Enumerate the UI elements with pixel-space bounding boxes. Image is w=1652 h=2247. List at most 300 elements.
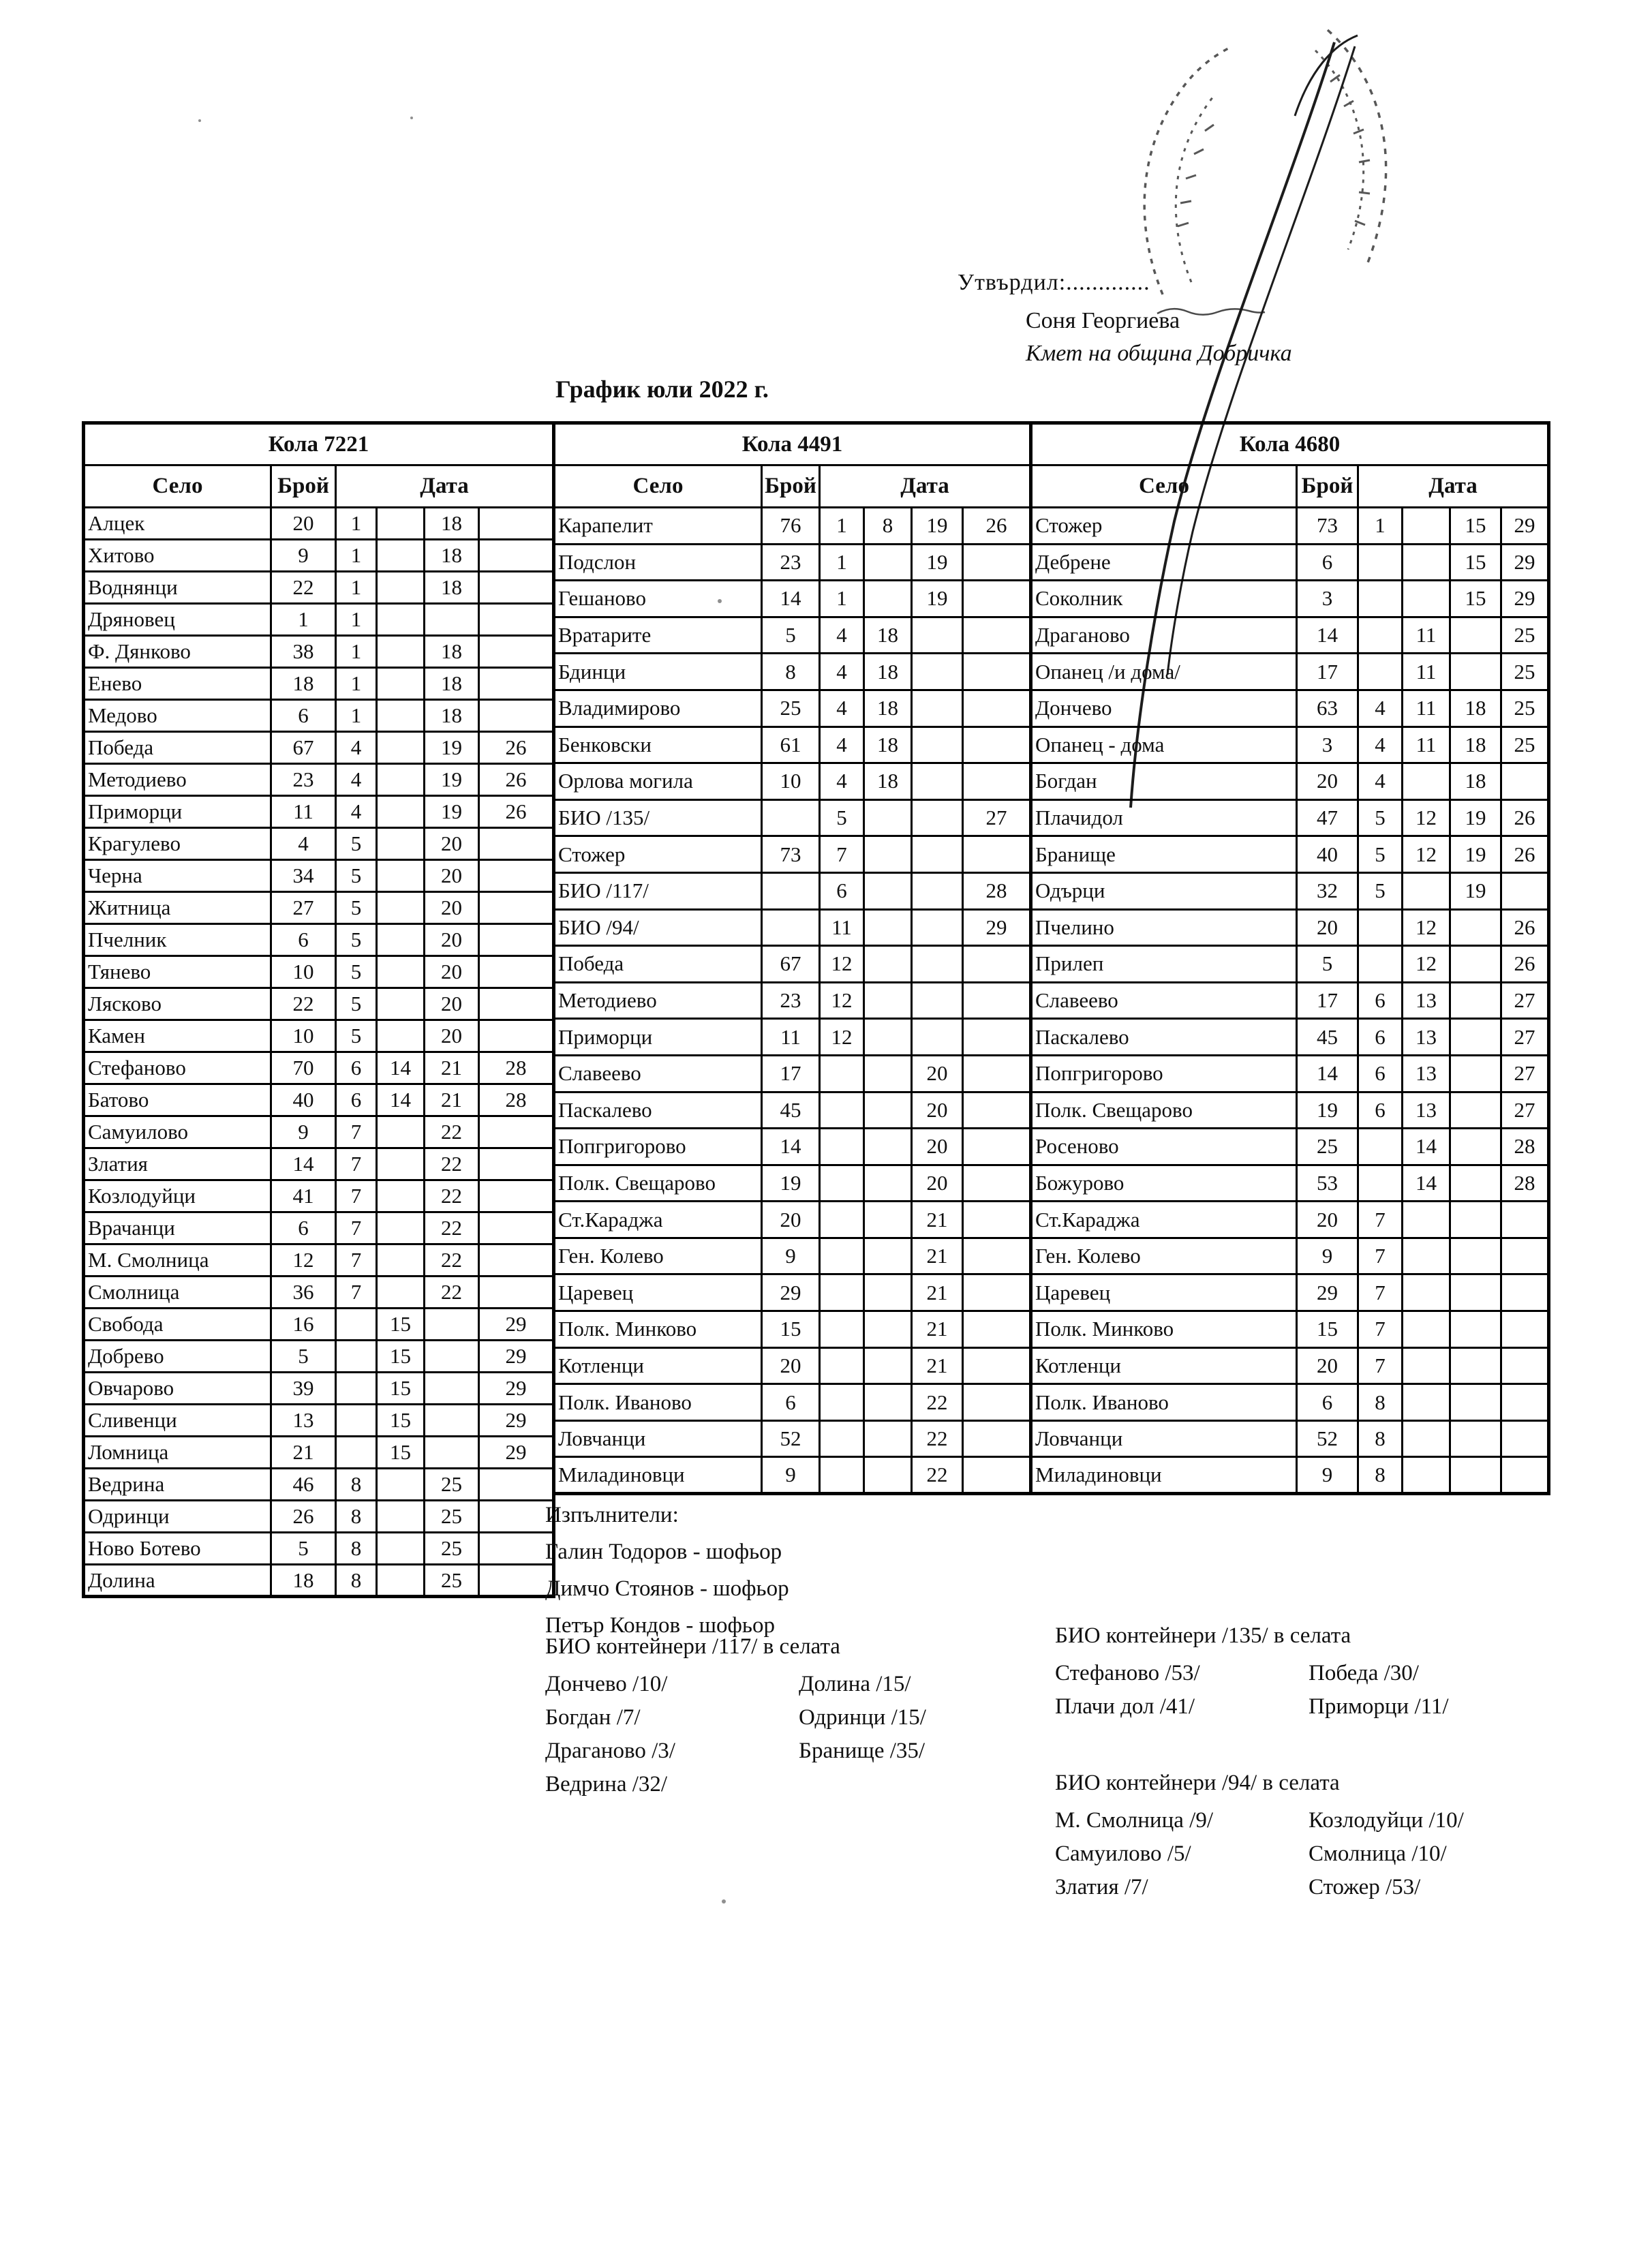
date-cell-3 (912, 763, 963, 800)
date-cell-4 (1501, 763, 1549, 800)
count-cell: 5 (1297, 946, 1358, 983)
count-cell: 14 (762, 1129, 820, 1165)
count-cell: 10 (271, 1020, 336, 1052)
date-cell-2 (864, 544, 912, 581)
date-cell-1: 6 (1358, 1055, 1403, 1092)
village-cell: Полк. Минково (554, 1311, 762, 1348)
count-cell: 20 (1297, 1202, 1358, 1238)
count-cell: 46 (271, 1469, 336, 1501)
date-cell-2 (864, 909, 912, 946)
village-cell: Полк. Иваново (1031, 1384, 1297, 1421)
date-cell-2 (864, 982, 912, 1019)
date-cell-2 (1403, 1274, 1450, 1311)
count-cell: 1 (271, 604, 336, 636)
date-cell-2 (864, 1420, 912, 1457)
village-cell: Одърци (1031, 872, 1297, 909)
table-title: Кола 4680 (1031, 423, 1549, 465)
table-row (1031, 1274, 1549, 1311)
date-cell-4 (479, 508, 554, 540)
date-cell-4 (479, 604, 554, 636)
table-row (1031, 909, 1549, 946)
date-cell-1 (820, 1129, 864, 1165)
date-cell-1: 7 (820, 836, 864, 873)
table-row (84, 1277, 554, 1309)
date-cell-3: 18 (425, 508, 479, 540)
date-cell-1: 5 (336, 860, 377, 892)
date-cell-2: 15 (377, 1373, 425, 1405)
table-row (84, 1244, 554, 1277)
village-cell: Бенковски (554, 727, 762, 763)
date-cell-1 (820, 1384, 864, 1421)
date-cell-2 (377, 1148, 425, 1180)
date-cell-2 (864, 1019, 912, 1056)
date-cell-4 (963, 1347, 1031, 1384)
village-cell: Орлова могила (554, 763, 762, 800)
village-cell: Карапелит (554, 508, 762, 545)
table-row (554, 946, 1031, 983)
date-cell-4 (1501, 1311, 1549, 1348)
table-row (554, 727, 1031, 763)
count-cell: 6 (1297, 1384, 1358, 1421)
date-cell-4 (963, 1092, 1031, 1129)
table-title: Кола 7221 (84, 423, 554, 465)
bio-item: Плачи дол /41/ (1055, 1694, 1195, 1719)
date-cell-2 (377, 988, 425, 1020)
table-row (1031, 1092, 1549, 1129)
count-cell: 38 (271, 636, 336, 668)
date-cell-4 (479, 988, 554, 1020)
date-cell-2 (377, 1116, 425, 1148)
count-cell: 26 (271, 1501, 336, 1533)
village-cell: Вратарите (554, 617, 762, 654)
date-cell-3: 25 (425, 1469, 479, 1501)
table-title-row (84, 423, 554, 465)
date-cell-1: 1 (820, 508, 864, 545)
date-cell-2 (864, 581, 912, 617)
date-cell-1 (820, 1238, 864, 1274)
date-cell-3 (1450, 1238, 1501, 1274)
date-cell-4 (479, 1116, 554, 1148)
bio-section-94 (1055, 1771, 1464, 1900)
date-cell-1 (1358, 544, 1403, 581)
village-cell: Опанец /и дома/ (1031, 654, 1297, 690)
bio-section-items (1055, 1808, 1464, 1900)
date-cell-2 (864, 1274, 912, 1311)
village-cell: Сливенци (84, 1405, 271, 1437)
date-cell-4 (963, 1238, 1031, 1274)
table-row (554, 1092, 1031, 1129)
date-cell-4 (479, 636, 554, 668)
count-cell: 70 (271, 1052, 336, 1084)
date-cell-3: 20 (425, 860, 479, 892)
schedule-table-kola-4680 (1029, 421, 1550, 1495)
date-cell-1: 8 (1358, 1420, 1403, 1457)
date-cell-1: 11 (820, 909, 864, 946)
count-cell: 73 (1297, 508, 1358, 545)
village-cell: Владимирово (554, 690, 762, 727)
date-cell-2 (864, 1092, 912, 1129)
date-cell-2 (864, 872, 912, 909)
village-cell: Самуилово (84, 1116, 271, 1148)
date-cell-1: 7 (1358, 1311, 1403, 1348)
count-cell: 6 (271, 1212, 336, 1244)
date-cell-3 (425, 1405, 479, 1437)
bio-item: Козлодуйци /10/ (1309, 1808, 1464, 1833)
date-cell-2: 15 (377, 1341, 425, 1373)
date-cell-3 (1450, 1055, 1501, 1092)
page-title: График юли 2022 г. (555, 376, 769, 403)
date-cell-3 (912, 617, 963, 654)
table-row (84, 1309, 554, 1341)
count-cell: 61 (762, 727, 820, 763)
date-cell-4 (963, 581, 1031, 617)
bio-section-items (545, 1672, 926, 1797)
village-cell: Пчелник (84, 924, 271, 956)
date-cell-1: 6 (1358, 982, 1403, 1019)
village-cell: Дряновец (84, 604, 271, 636)
count-cell: 20 (762, 1347, 820, 1384)
date-cell-3: 20 (912, 1092, 963, 1129)
table-row (84, 1501, 554, 1533)
date-cell-4 (479, 860, 554, 892)
count-cell: 10 (762, 763, 820, 800)
date-cell-2 (1403, 1202, 1450, 1238)
date-cell-4 (963, 654, 1031, 690)
count-cell: 12 (271, 1244, 336, 1277)
village-cell: Енево (84, 668, 271, 700)
village-cell: Стожер (554, 836, 762, 873)
date-cell-4: 29 (479, 1405, 554, 1437)
date-cell-1: 4 (336, 764, 377, 796)
date-cell-1: 1 (336, 668, 377, 700)
date-cell-2: 18 (864, 763, 912, 800)
date-cell-1: 4 (1358, 727, 1403, 763)
date-cell-1 (1358, 1129, 1403, 1165)
date-cell-4 (479, 956, 554, 988)
date-cell-2: 11 (1403, 617, 1450, 654)
date-cell-2 (377, 1020, 425, 1052)
date-cell-2: 13 (1403, 1019, 1450, 1056)
date-cell-3: 19 (425, 796, 479, 828)
date-cell-2: 11 (1403, 727, 1450, 763)
date-cell-2 (1403, 1347, 1450, 1384)
date-cell-3: 20 (425, 892, 479, 924)
date-cell-1: 12 (820, 946, 864, 983)
bio-section-title: БИО контейнери /135/ в селата (1055, 1623, 1351, 1648)
count-cell: 10 (271, 956, 336, 988)
table-row (84, 604, 554, 636)
table-row (84, 1565, 554, 1597)
date-cell-1 (1358, 581, 1403, 617)
count-cell: 27 (271, 892, 336, 924)
date-cell-3: 20 (425, 924, 479, 956)
date-cell-4: 29 (963, 909, 1031, 946)
date-cell-1: 7 (336, 1277, 377, 1309)
count-cell: 23 (762, 544, 820, 581)
village-cell: Камен (84, 1020, 271, 1052)
village-cell: Овчарово (84, 1373, 271, 1405)
date-cell-3: 19 (425, 732, 479, 764)
village-cell: БИО /135/ (554, 799, 762, 836)
date-cell-4 (963, 727, 1031, 763)
date-cell-4 (1501, 1274, 1549, 1311)
date-cell-2 (377, 1533, 425, 1565)
date-cell-3: 18 (1450, 727, 1501, 763)
count-cell: 47 (1297, 799, 1358, 836)
date-cell-2 (377, 540, 425, 572)
village-cell: Методиево (84, 764, 271, 796)
village-cell: Батово (84, 1084, 271, 1116)
date-cell-1 (820, 1165, 864, 1202)
date-cell-4: 28 (479, 1084, 554, 1116)
village-cell: Дончево (1031, 690, 1297, 727)
count-cell: 14 (1297, 1055, 1358, 1092)
table-row (1031, 1311, 1549, 1348)
date-cell-4 (963, 1274, 1031, 1311)
village-cell: Черна (84, 860, 271, 892)
date-cell-2 (377, 1469, 425, 1501)
count-cell: 67 (762, 946, 820, 983)
date-cell-1 (1358, 617, 1403, 654)
count-cell: 20 (1297, 763, 1358, 800)
date-cell-3: 15 (1450, 581, 1501, 617)
date-cell-3: 19 (912, 508, 963, 545)
date-cell-1: 1 (336, 508, 377, 540)
date-cell-4: 27 (1501, 1092, 1549, 1129)
date-cell-3: 25 (425, 1501, 479, 1533)
count-cell: 76 (762, 508, 820, 545)
date-cell-1: 8 (1358, 1384, 1403, 1421)
date-cell-1: 5 (336, 1020, 377, 1052)
schedule-table-kola-7221 (82, 421, 555, 1598)
date-cell-4 (479, 1533, 554, 1565)
village-cell: Победа (84, 732, 271, 764)
date-cell-3 (1450, 617, 1501, 654)
date-cell-1: 1 (820, 544, 864, 581)
date-cell-3 (912, 1019, 963, 1056)
date-cell-3 (1450, 1384, 1501, 1421)
village-cell: Дебрене (1031, 544, 1297, 581)
date-cell-4: 26 (1501, 799, 1549, 836)
village-cell: Попгригорово (1031, 1055, 1297, 1092)
date-cell-2 (377, 604, 425, 636)
date-cell-4 (479, 924, 554, 956)
count-cell: 20 (762, 1202, 820, 1238)
date-cell-4: 26 (479, 796, 554, 828)
date-cell-3: 21 (425, 1084, 479, 1116)
date-cell-4 (963, 982, 1031, 1019)
date-cell-4 (963, 1129, 1031, 1165)
count-cell (762, 799, 820, 836)
date-cell-1: 7 (336, 1212, 377, 1244)
date-cell-4: 26 (1501, 946, 1549, 983)
count-cell: 15 (762, 1311, 820, 1348)
count-cell: 22 (271, 988, 336, 1020)
count-cell: 11 (762, 1019, 820, 1056)
date-cell-1: 7 (336, 1116, 377, 1148)
table-row (554, 1274, 1031, 1311)
date-cell-3: 19 (1450, 872, 1501, 909)
count-cell: 29 (762, 1274, 820, 1311)
date-cell-3: 22 (425, 1277, 479, 1309)
date-cell-3 (1450, 1165, 1501, 1202)
table-row (84, 508, 554, 540)
date-cell-3: 18 (425, 668, 479, 700)
date-cell-3: 18 (425, 540, 479, 572)
bio-item: Стефаново /53/ (1055, 1661, 1200, 1685)
count-cell: 6 (271, 924, 336, 956)
date-cell-4 (479, 892, 554, 924)
date-cell-1: 5 (1358, 836, 1403, 873)
date-cell-4 (479, 1277, 554, 1309)
date-cell-2: 8 (864, 508, 912, 545)
count-cell: 9 (762, 1238, 820, 1274)
count-cell: 5 (271, 1533, 336, 1565)
date-cell-1 (336, 1341, 377, 1373)
date-cell-2: 14 (377, 1052, 425, 1084)
count-cell: 40 (1297, 836, 1358, 873)
count-cell: 17 (1297, 654, 1358, 690)
date-cell-4: 25 (1501, 617, 1549, 654)
date-cell-4 (479, 1501, 554, 1533)
date-cell-4: 27 (1501, 1019, 1549, 1056)
date-cell-2: 15 (377, 1309, 425, 1341)
date-cell-1 (820, 1420, 864, 1457)
table-row (84, 1116, 554, 1148)
table-row (1031, 1420, 1549, 1457)
date-cell-4: 26 (963, 508, 1031, 545)
executors-list (545, 1533, 789, 1644)
schedule-table-kola-4491 (552, 421, 1032, 1495)
date-cell-1: 6 (1358, 1019, 1403, 1056)
date-cell-4: 26 (479, 732, 554, 764)
date-cell-1 (336, 1373, 377, 1405)
table-row (84, 700, 554, 732)
date-cell-4: 27 (1501, 982, 1549, 1019)
count-cell: 45 (762, 1092, 820, 1129)
village-cell: Ловчанци (1031, 1420, 1297, 1457)
date-cell-3 (425, 1437, 479, 1469)
table-row (1031, 1055, 1549, 1092)
executors-title: Изпълнители: (545, 1503, 679, 1527)
date-cell-1: 4 (820, 763, 864, 800)
date-cell-2: 12 (1403, 836, 1450, 873)
village-cell: Опанец - дома (1031, 727, 1297, 763)
date-cell-1 (1358, 946, 1403, 983)
count-cell: 20 (1297, 909, 1358, 946)
date-cell-4 (479, 1020, 554, 1052)
table-row (84, 540, 554, 572)
date-cell-4 (963, 617, 1031, 654)
table-row (1031, 1238, 1549, 1274)
table-row (554, 763, 1031, 800)
approver-position: Кмет на община Добричка (1026, 341, 1292, 366)
date-cell-2: 13 (1403, 1092, 1450, 1129)
date-cell-1 (1358, 654, 1403, 690)
table-row (84, 668, 554, 700)
date-cell-4 (479, 1180, 554, 1212)
date-cell-4 (963, 1165, 1031, 1202)
village-cell: Методиево (554, 982, 762, 1019)
table-row (554, 799, 1031, 836)
date-cell-2 (377, 1180, 425, 1212)
date-cell-3: 18 (425, 636, 479, 668)
count-cell: 22 (271, 572, 336, 604)
count-cell: 39 (271, 1373, 336, 1405)
count-cell: 14 (1297, 617, 1358, 654)
date-cell-4 (1501, 1238, 1549, 1274)
village-cell: Ст.Караджа (1031, 1202, 1297, 1238)
date-cell-3: 21 (912, 1347, 963, 1384)
village-cell: БИО /117/ (554, 872, 762, 909)
date-cell-3 (1450, 1019, 1501, 1056)
bio-section-title: БИО контейнери /117/ в селата (545, 1634, 840, 1659)
approval-label: Утвърдил:............. (958, 270, 1150, 295)
date-cell-2: 18 (864, 654, 912, 690)
date-cell-1: 7 (336, 1244, 377, 1277)
table-title: Кола 4491 (554, 423, 1031, 465)
bio-item: Драганово /3/ (545, 1739, 675, 1763)
date-cell-2 (1403, 508, 1450, 545)
count-cell: 52 (1297, 1420, 1358, 1457)
date-cell-3: 22 (425, 1116, 479, 1148)
table-row (554, 1347, 1031, 1384)
table-row (1031, 946, 1549, 983)
bio-item (799, 1772, 926, 1797)
table-row (554, 1238, 1031, 1274)
date-cell-2 (1403, 1420, 1450, 1457)
date-cell-2 (377, 572, 425, 604)
village-cell: Смолница (84, 1277, 271, 1309)
header-data: Дата (1358, 465, 1549, 508)
village-cell: Тянево (84, 956, 271, 988)
table-row (1031, 1457, 1549, 1494)
header-broj: Брой (1297, 465, 1358, 508)
date-cell-2 (377, 796, 425, 828)
table-row (1031, 799, 1549, 836)
executors-block (545, 1497, 789, 1644)
date-cell-1: 1 (336, 572, 377, 604)
date-cell-3: 21 (912, 1274, 963, 1311)
date-cell-1: 7 (1358, 1202, 1403, 1238)
date-cell-3 (1450, 1457, 1501, 1494)
table-row (84, 1052, 554, 1084)
date-cell-2 (864, 799, 912, 836)
date-cell-3: 15 (1450, 508, 1501, 545)
date-cell-3: 18 (425, 700, 479, 732)
date-cell-2 (377, 508, 425, 540)
date-cell-4: 27 (1501, 1055, 1549, 1092)
date-cell-2 (1403, 581, 1450, 617)
table-row (1031, 690, 1549, 727)
count-cell (762, 909, 820, 946)
table-row (554, 1457, 1031, 1494)
date-cell-3 (1450, 1092, 1501, 1129)
date-cell-1: 4 (820, 690, 864, 727)
column-header-row (554, 465, 1031, 508)
date-cell-1: 5 (820, 799, 864, 836)
count-cell: 45 (1297, 1019, 1358, 1056)
date-cell-2: 18 (864, 727, 912, 763)
table-row (84, 1373, 554, 1405)
date-cell-1: 6 (336, 1052, 377, 1084)
date-cell-3 (1450, 909, 1501, 946)
table-row (1031, 1165, 1549, 1202)
date-cell-3 (912, 836, 963, 873)
date-cell-1 (820, 1274, 864, 1311)
village-cell: Златия (84, 1148, 271, 1180)
count-cell: 11 (271, 796, 336, 828)
